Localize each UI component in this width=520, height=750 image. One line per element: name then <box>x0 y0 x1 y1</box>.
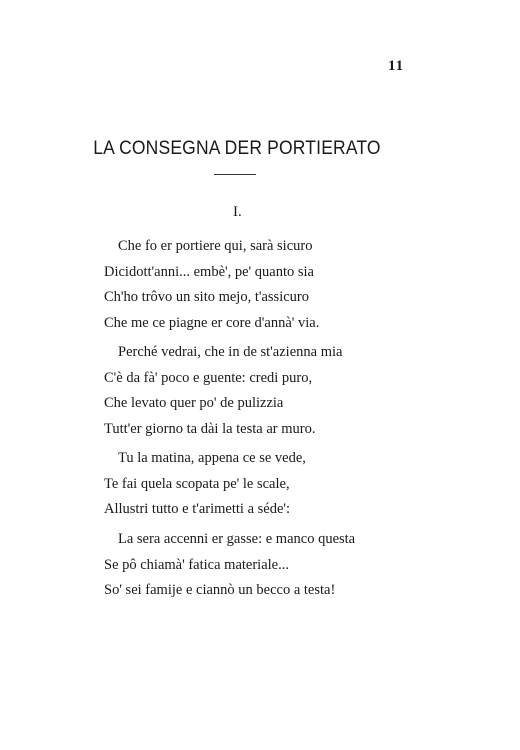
verse-line: Che fo er portiere qui, sarà sicuro <box>118 238 313 254</box>
verse-line: Che me ce piagne er core d'annà' via. <box>104 314 320 331</box>
verse-line: So' sei famije e ciannò un becco a testa! <box>104 582 336 598</box>
verse-line: Ch'ho trôvo un sito mejo, t'assicuro <box>104 289 309 305</box>
section-number: I. <box>233 204 242 220</box>
stanza-3 <box>104 446 306 523</box>
verse-line: Tu la matina, appena ce se vede, <box>118 450 306 466</box>
verse-line: Perché vedrai, che in de st'azienna mia <box>118 344 343 360</box>
verse-line: Te fai quela scopata pe' le scale, <box>104 475 290 492</box>
poem-title: LA CONSEGNA DER PORTIERATO <box>93 138 381 159</box>
stanza-2 <box>104 340 342 442</box>
title-divider <box>214 174 256 175</box>
verse-line: Dicidott'anni... embè', pe' quanto sia <box>104 263 314 280</box>
page-number: 11 <box>388 58 405 74</box>
verse-line: C'è da fà' poco e guente: credi puro, <box>104 369 313 386</box>
stanza-4 <box>104 527 355 604</box>
verse-line: Tutt'er giorno ta dài la testa ar muro. <box>104 420 316 437</box>
verse-line: Se pô chiamà' fatica materiale... <box>104 556 289 573</box>
verse-line: La sera accenni er gasse: e manco questa <box>118 531 356 547</box>
verse-line: Allustri tutto e t'arimetti a séde': <box>104 501 291 517</box>
verse-line: Che levato quer po' de pulizzia <box>104 395 284 411</box>
stanza-1 <box>104 234 319 336</box>
